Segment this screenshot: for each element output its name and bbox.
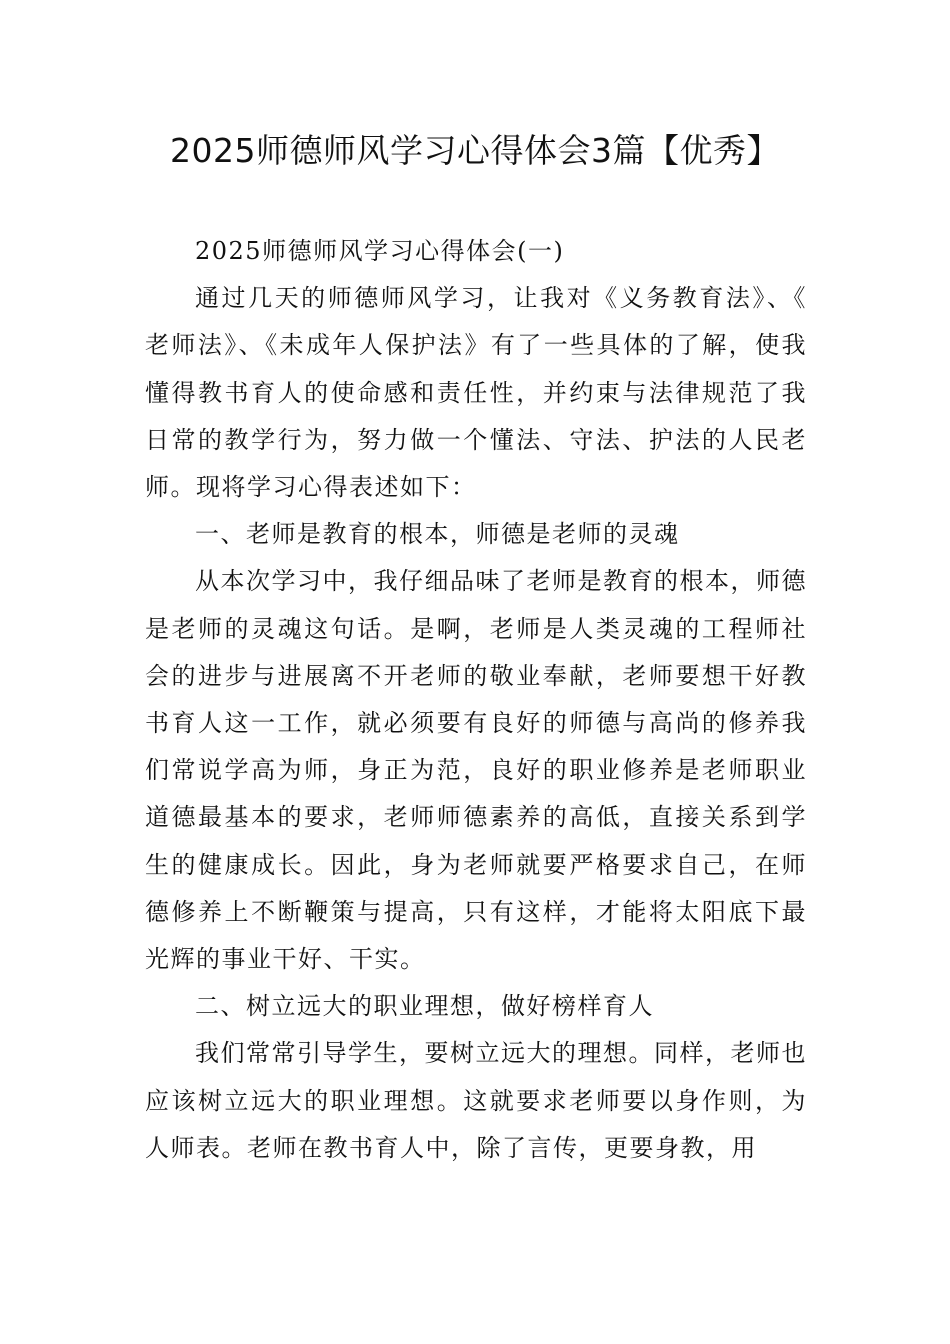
heading-one: 一、老师是教育的根本，师德是老师的灵魂 <box>195 520 680 549</box>
paragraph-career-ideal: 我们常常引导学生，要树立远大的理想。同样，老师也应该树立远大的职业理想。这就要求老师要以身作则，为人师表。老师在教书育人中，除了言传，更要身教，用 <box>145 1039 807 1162</box>
paragraph-teacher-morality: 从本次学习中，我仔细品味了老师是教育的根本，师德是老师的灵魂这句话。是啊，老师是人类灵魂的工程师社会的进步与进展离不开老师的敬业奉献，老师要想干好教书育人这一工作，就必须要有良好的师德与高尚的修养我们常说学高为师，身正为范，良好的职业修养是老师职业道德最基本的要求，老师师德素养的高低，直接关系到学生的健康成长。因此，身为老师就要严格要求自己，在师德修养上不断鞭策与提高，只有这样，才能将太阳底下最光辉的事业干好、干实。 <box>145 567 807 974</box>
document-title: 2025师德师风学习心得体会3篇【优秀】 <box>170 131 780 170</box>
document-body <box>145 228 807 1172</box>
paragraph-intro: 通过几天的师德师风学习，让我对《义务教育法》、《老师法》、《未成年人保护法》有了一些具体的了解，使我懂得教书育人的使命感和责任性，并约束与法律规范了我日常的教学行为，努力做一个懂法、守法、护法的人民老师。现将学习心得表述如下： <box>145 284 807 502</box>
heading-two: 二、树立远大的职业理想，做好榜样育人 <box>195 992 654 1021</box>
section-title: 2025师德师风学习心得体会(一) <box>195 237 565 265</box>
